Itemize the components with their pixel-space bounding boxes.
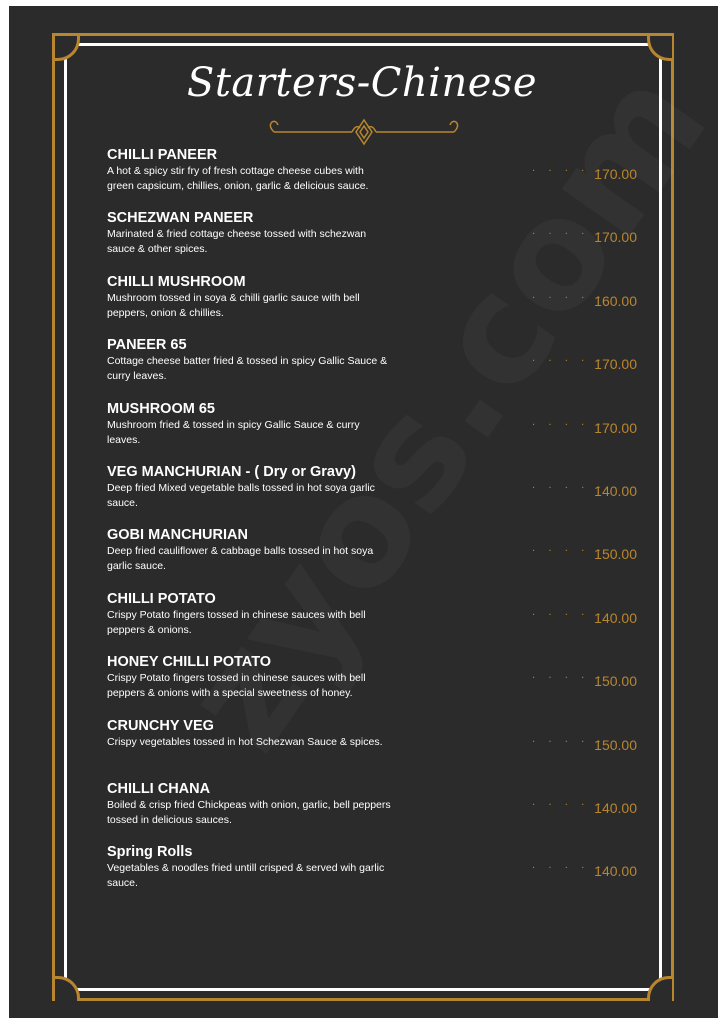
item-description: Deep fried Mixed vegetable balls tossed in hot soya garlic sauce. [107, 481, 375, 509]
item-name: CHILLI MUSHROOM [107, 273, 246, 290]
item-description: Deep fried cauliflower & cabbage balls tossed in hot soya garlic sauce. [107, 545, 374, 573]
item-name: CHILLI PANEER [107, 147, 218, 163]
price-leader-dots: · · · · · [532, 546, 606, 558]
menu-item [107, 209, 647, 272]
item-name: CRUNCHY VEG [107, 717, 214, 734]
price-leader-dots: · · · · · [532, 863, 606, 875]
menu-item [107, 843, 647, 906]
menu-title: Starters-Chinese [186, 60, 538, 106]
item-price: 170.00 [594, 166, 637, 182]
item-price: 160.00 [594, 292, 637, 309]
price-leader-dots: · · · · · [532, 799, 606, 811]
item-name: GOBI MANCHURIAN [107, 527, 248, 544]
item-price: 140.00 [594, 482, 637, 499]
price-leader-dots: · · · · · [532, 609, 606, 621]
price-leader-dots: · · · · · [532, 736, 606, 748]
item-name: VEG MANCHURIAN - ( Dry or Gravy) [107, 463, 356, 480]
menu-item [107, 526, 647, 589]
item-price: 170.00 [594, 419, 637, 436]
item-description: Crispy Potato fingers tossed in chinese sauces with bell peppers & onions with a special sweetness of honey. [107, 672, 366, 700]
item-price: 140.00 [594, 863, 637, 880]
item-name: PANEER 65 [107, 337, 187, 354]
item-price: 170.00 [594, 229, 637, 246]
menu-item [107, 590, 647, 653]
menu-item [107, 717, 647, 780]
item-name: SCHEZWAN PANEER [107, 210, 254, 227]
item-description: Mushroom tossed in soya & chilli garlic sauce with bell peppers, onion & chillies. [107, 291, 360, 319]
item-description: Crispy Potato fingers tossed in chinese sauces with bell peppers & onions. [107, 608, 366, 636]
item-description: Mushroom fried & tossed in spicy Gallic Sauce & curry leaves. [107, 418, 360, 446]
item-description: Vegetables & noodles fried untill crisped & served wih garlic sauce. [107, 862, 385, 890]
menu-item [107, 146, 647, 209]
item-description: Cottage cheese batter fried & tossed in spicy Gallic Sauce & curry leaves. [107, 355, 388, 383]
item-description: A hot & spicy stir fry of fresh cottage cheese cubes with green capsicum, chillies, onion, garlic & delicious sauce. [107, 165, 369, 192]
item-description: Marinated & fried cottage cheese tossed with schezwan sauce & other spices. [107, 228, 367, 256]
item-price: 140.00 [594, 609, 637, 626]
item-description: Boiled & crisp fried Chickpeas with onion, garlic, bell peppers tossed in delicious sauces. [107, 798, 391, 826]
price-leader-dots: · · · · · [532, 356, 606, 368]
price-leader-dots: · · · · · [532, 229, 606, 241]
menu-item [107, 780, 647, 843]
item-price: 150.00 [594, 673, 637, 690]
price-leader-dots: · · · · · [532, 673, 606, 685]
item-name: CHILLI POTATO [107, 590, 216, 607]
item-price: 150.00 [594, 546, 637, 563]
menu-item [107, 336, 647, 399]
item-name: HONEY CHILLI POTATO [107, 654, 272, 671]
price-leader-dots: · · · · · [532, 419, 606, 431]
flourish-divider-icon [264, 118, 464, 146]
item-description: Crispy vegetables tossed in hot Schezwan Sauce & spices. [107, 735, 383, 748]
menu-item [107, 653, 647, 716]
menu-list [107, 146, 647, 907]
menu-item [107, 463, 647, 526]
item-name: CHILLI CHANA [107, 780, 211, 797]
price-leader-dots: · · · · · [532, 292, 606, 304]
item-price: 140.00 [594, 799, 637, 816]
menu-item [107, 273, 647, 336]
item-price: 170.00 [594, 356, 637, 373]
price-leader-dots: · · · · · [532, 482, 606, 494]
price-leader-dots: · · · · · [532, 166, 606, 177]
item-price: 150.00 [594, 736, 637, 753]
item-name: Spring Rolls [107, 844, 193, 861]
item-name: MUSHROOM 65 [107, 400, 215, 417]
menu-item [107, 400, 647, 463]
